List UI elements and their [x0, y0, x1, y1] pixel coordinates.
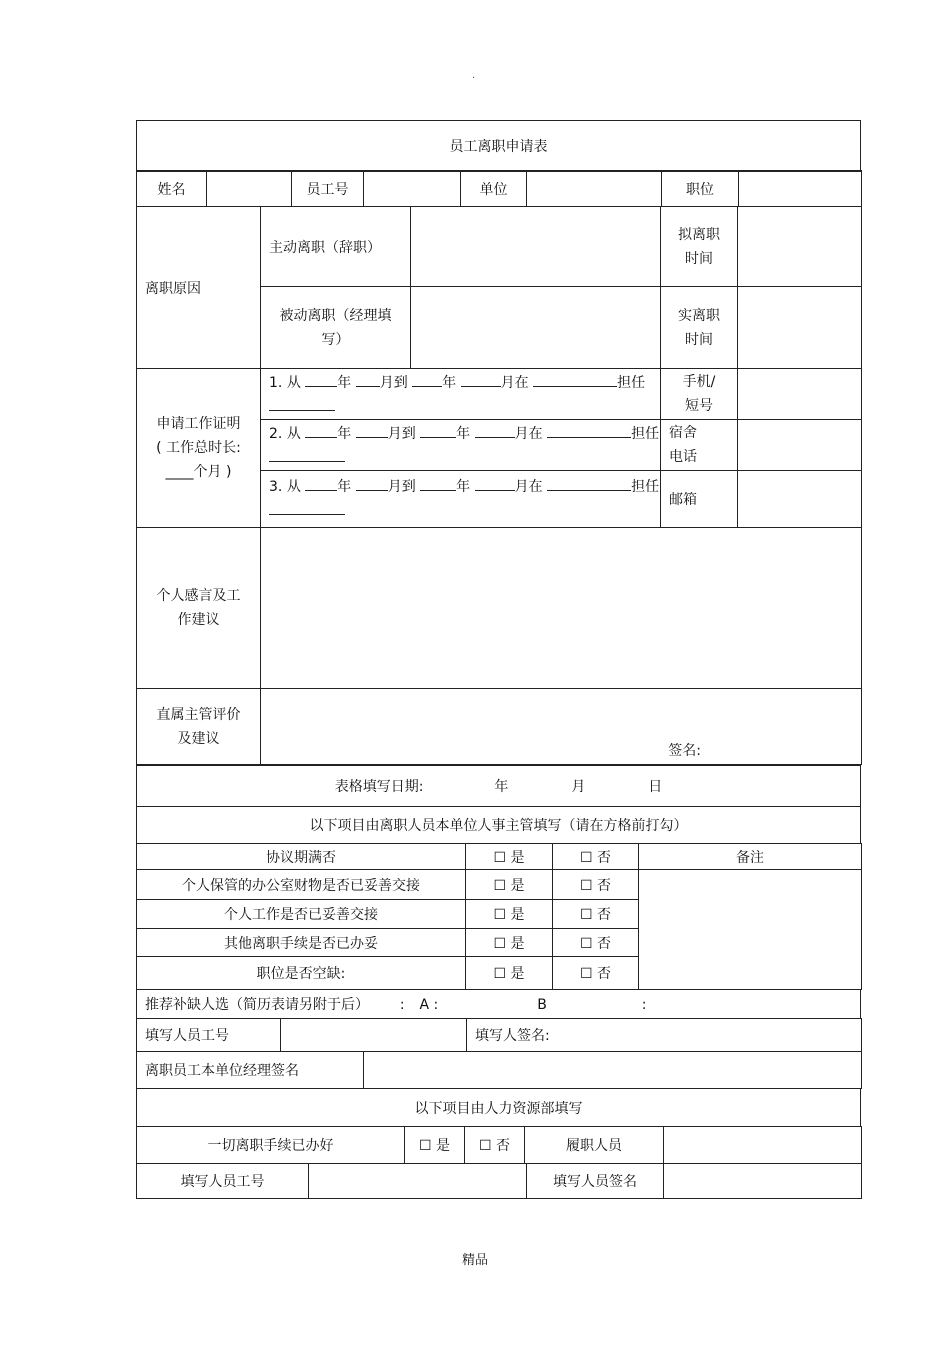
form-title: 员工离职申请表 [137, 121, 861, 172]
cert-month-at: 月在 [514, 479, 543, 495]
cert-item-number: 1. [269, 375, 283, 391]
blank-line[interactable] [420, 476, 456, 491]
yes-option[interactable] [466, 870, 553, 900]
fill-date-day: 日 [648, 779, 663, 795]
recommend-colon: : [399, 997, 405, 1013]
cert-month-to: 月到 [379, 375, 408, 391]
filler-empno-label: 填写人员工号 [137, 1019, 281, 1052]
blank-line[interactable] [547, 476, 631, 491]
checkbox-icon[interactable]: ☐ [418, 1138, 432, 1154]
hr-filler-sign-field[interactable] [664, 1164, 862, 1199]
empno-field[interactable] [364, 171, 461, 207]
hr-filler-table [136, 1163, 862, 1199]
name-label: 姓名 [137, 171, 207, 207]
email-field[interactable] [738, 471, 862, 528]
no-label: 否 [597, 849, 611, 866]
cert-label: 申请工作证明 [156, 416, 241, 432]
fill-date-month: 月 [571, 779, 586, 795]
supervisor-label [137, 689, 261, 765]
blank-line[interactable] [475, 423, 515, 438]
phone-field[interactable] [738, 369, 862, 420]
unit-label: 单位 [461, 171, 527, 207]
cert-year: 年 [456, 426, 471, 442]
recommend-row[interactable] [137, 990, 861, 1019]
no-label: 否 [597, 966, 611, 982]
hr-header-table [136, 1088, 861, 1127]
cert-from: 从 [286, 426, 301, 442]
blank-line[interactable] [356, 423, 388, 438]
checkbox-icon[interactable]: ☐ [493, 849, 507, 866]
checkbox-icon[interactable]: ☐ [579, 935, 593, 952]
blank-line[interactable] [269, 396, 335, 411]
checklist-item: 协议期满否 [137, 844, 466, 870]
yes-label: 是 [436, 1138, 450, 1154]
filler-empno-field[interactable] [281, 1019, 467, 1052]
checkbox-icon[interactable]: ☐ [493, 877, 507, 894]
cert-hold: 担任 [631, 426, 660, 442]
no-label: 否 [597, 877, 611, 894]
reason-label: 离职原因 [137, 207, 261, 369]
manager-sign-label: 离职员工本单位经理签名 [137, 1052, 364, 1089]
no-option[interactable] [553, 929, 639, 957]
actual-date-field[interactable] [738, 287, 862, 369]
hr-done-label: 一切离职手续已办好 [137, 1127, 405, 1164]
filler-table [136, 1018, 862, 1052]
blank-line[interactable] [305, 476, 337, 491]
dorm-field[interactable] [738, 420, 862, 471]
checklist-item: 其他离职手续是否已办妥 [137, 929, 466, 957]
yes-label: 是 [510, 907, 525, 923]
cert-item-number: 2. [269, 426, 283, 442]
yes-label: 是 [510, 966, 525, 982]
name-field[interactable] [207, 171, 292, 207]
reason-voluntary-label: 主动离职（辞职） [261, 207, 411, 287]
checklist-table [136, 843, 862, 990]
filler-sign-label[interactable]: 填写人签名: [467, 1019, 862, 1052]
checklist-item: 个人保管的办公室财物是否已妥善交接 [137, 870, 466, 900]
dorm-text: 宿舍电话 [669, 425, 697, 465]
yes-option[interactable] [466, 900, 553, 929]
supervisor-field[interactable] [261, 689, 862, 765]
cert-year: 年 [442, 375, 457, 391]
no-label: 否 [597, 907, 611, 923]
yes-label: 是 [510, 935, 525, 952]
remarks-field[interactable] [639, 870, 862, 990]
cert-year: 年 [337, 479, 352, 495]
cert-item-3[interactable] [261, 471, 661, 528]
cert-from: 从 [286, 479, 301, 495]
blank-line[interactable] [533, 372, 617, 387]
blank-line[interactable] [269, 500, 345, 515]
unit-field[interactable] [527, 171, 662, 207]
yes-option[interactable] [466, 844, 553, 870]
feedback-label [137, 528, 261, 689]
hr-handler-label: 履职人员 [525, 1127, 664, 1164]
fill-date-row[interactable] [137, 766, 861, 807]
supervisor-sign-label: 签名: [668, 743, 701, 759]
reason-involuntary-field[interactable] [411, 287, 661, 369]
fill-date-label: 表格填写日期: [334, 779, 424, 795]
checkbox-icon[interactable]: ☐ [478, 1138, 492, 1154]
cert-year: 年 [456, 479, 471, 495]
hr-section-header: 以下项目由人力资源部填写 [137, 1089, 861, 1127]
blank-line[interactable] [547, 423, 631, 438]
cert-month-to: 月到 [387, 426, 416, 442]
cert-item-2[interactable] [261, 420, 661, 471]
position-field[interactable] [739, 171, 862, 207]
no-option[interactable] [553, 844, 639, 870]
remarks-label: 备注 [639, 844, 862, 870]
no-option[interactable] [553, 900, 639, 929]
blank-line[interactable] [305, 423, 337, 438]
cert-year: 年 [337, 426, 352, 442]
yes-label: 是 [510, 877, 525, 894]
hr-handler-field[interactable] [664, 1127, 862, 1164]
checkbox-icon[interactable]: ☐ [579, 966, 593, 982]
blank-line[interactable] [461, 372, 501, 387]
no-label: 否 [597, 935, 611, 952]
cert-item-1[interactable] [261, 369, 661, 420]
fill-date-year: 年 [494, 779, 509, 795]
phone-text: 手机/ 短号 [682, 374, 716, 414]
cert-label-cell [137, 369, 261, 528]
manager-table [136, 1051, 862, 1089]
hr-filler-sign-label: 填写人员签名 [527, 1164, 664, 1199]
cert-month-at: 月在 [514, 426, 543, 442]
no-option[interactable] [465, 1127, 525, 1164]
footer-text: 精品 [461, 1253, 488, 1268]
top-mark: . [472, 70, 476, 81]
cert-hold: 担任 [617, 375, 646, 391]
recommend-b-label: B [537, 997, 547, 1013]
no-option[interactable] [553, 957, 639, 990]
recommend-a-label: A : [419, 997, 439, 1013]
yes-option[interactable] [405, 1127, 465, 1164]
supervisor-text: 直属主管评价及建议 [156, 706, 241, 747]
cert-month-to: 月到 [387, 479, 416, 495]
no-label: 否 [496, 1138, 510, 1154]
unit-section-header: 以下项目由离职人员本单位人事主管填写（请在方格前打勾） [137, 807, 861, 844]
actual-date-text: 实离职时间 [678, 307, 720, 348]
hr-filler-empno-field[interactable] [309, 1164, 527, 1199]
checklist-item: 个人工作是否已妥善交接 [137, 900, 466, 929]
phone-label [661, 369, 738, 420]
yes-label: 是 [510, 849, 525, 866]
blank-line[interactable] [475, 476, 515, 491]
checkbox-icon[interactable]: ☐ [579, 877, 593, 894]
feedback-text: 个人感言及工作建议 [156, 588, 241, 628]
position-label: 职位 [662, 171, 739, 207]
cert-hold: 担任 [631, 479, 660, 495]
cert-month-at: 月在 [500, 375, 529, 391]
no-option[interactable] [553, 870, 639, 900]
blank-line[interactable] [269, 447, 345, 462]
manager-sign-field[interactable] [364, 1052, 862, 1089]
recommend-table [136, 989, 861, 1019]
checkbox-icon[interactable]: ☐ [493, 935, 507, 952]
recommend-label: 推荐补缺人选（简历表请另附于后） [145, 997, 369, 1013]
basic-info-table [136, 170, 862, 207]
title-table [136, 120, 861, 172]
checkbox-icon[interactable]: ☐ [579, 907, 593, 923]
blank-line[interactable] [412, 372, 442, 387]
cert-item-number: 3. [269, 479, 283, 495]
checkbox-icon[interactable]: ☐ [493, 907, 507, 923]
checkbox-icon[interactable]: ☐ [493, 966, 507, 982]
cert-months: ____个月 ) [165, 464, 232, 480]
planned-date-field[interactable] [738, 207, 862, 287]
empno-label: 员工号 [292, 171, 364, 207]
checklist-item: 职位是否空缺: [137, 957, 466, 990]
cert-from: 从 [286, 375, 301, 391]
blank-line[interactable] [305, 372, 337, 387]
dorm-label [661, 420, 738, 471]
feedback-field[interactable] [261, 528, 862, 689]
actual-date-label [661, 287, 738, 369]
blank-line[interactable] [356, 476, 388, 491]
cert-year: 年 [337, 375, 352, 391]
blank-line[interactable] [356, 372, 380, 387]
yes-option[interactable] [466, 957, 553, 990]
blank-line[interactable] [420, 423, 456, 438]
reason-involuntary-text: 被动离职（经理填写） [279, 307, 392, 348]
planned-date-text: 拟离职时间 [678, 226, 720, 267]
cert-total-time: ( 工作总时长: [156, 440, 241, 456]
email-label: 邮箱 [661, 471, 738, 528]
reason-involuntary-label [261, 287, 411, 369]
main-table [136, 206, 862, 765]
yes-option[interactable] [466, 929, 553, 957]
hr-filler-empno-label: 填写人员工号 [137, 1164, 309, 1199]
hr-done-table [136, 1126, 862, 1164]
recommend-colon: : [641, 997, 647, 1013]
checkbox-icon[interactable]: ☐ [579, 849, 593, 866]
date-table [136, 765, 861, 844]
planned-date-label [661, 207, 738, 287]
reason-voluntary-field[interactable] [411, 207, 661, 287]
